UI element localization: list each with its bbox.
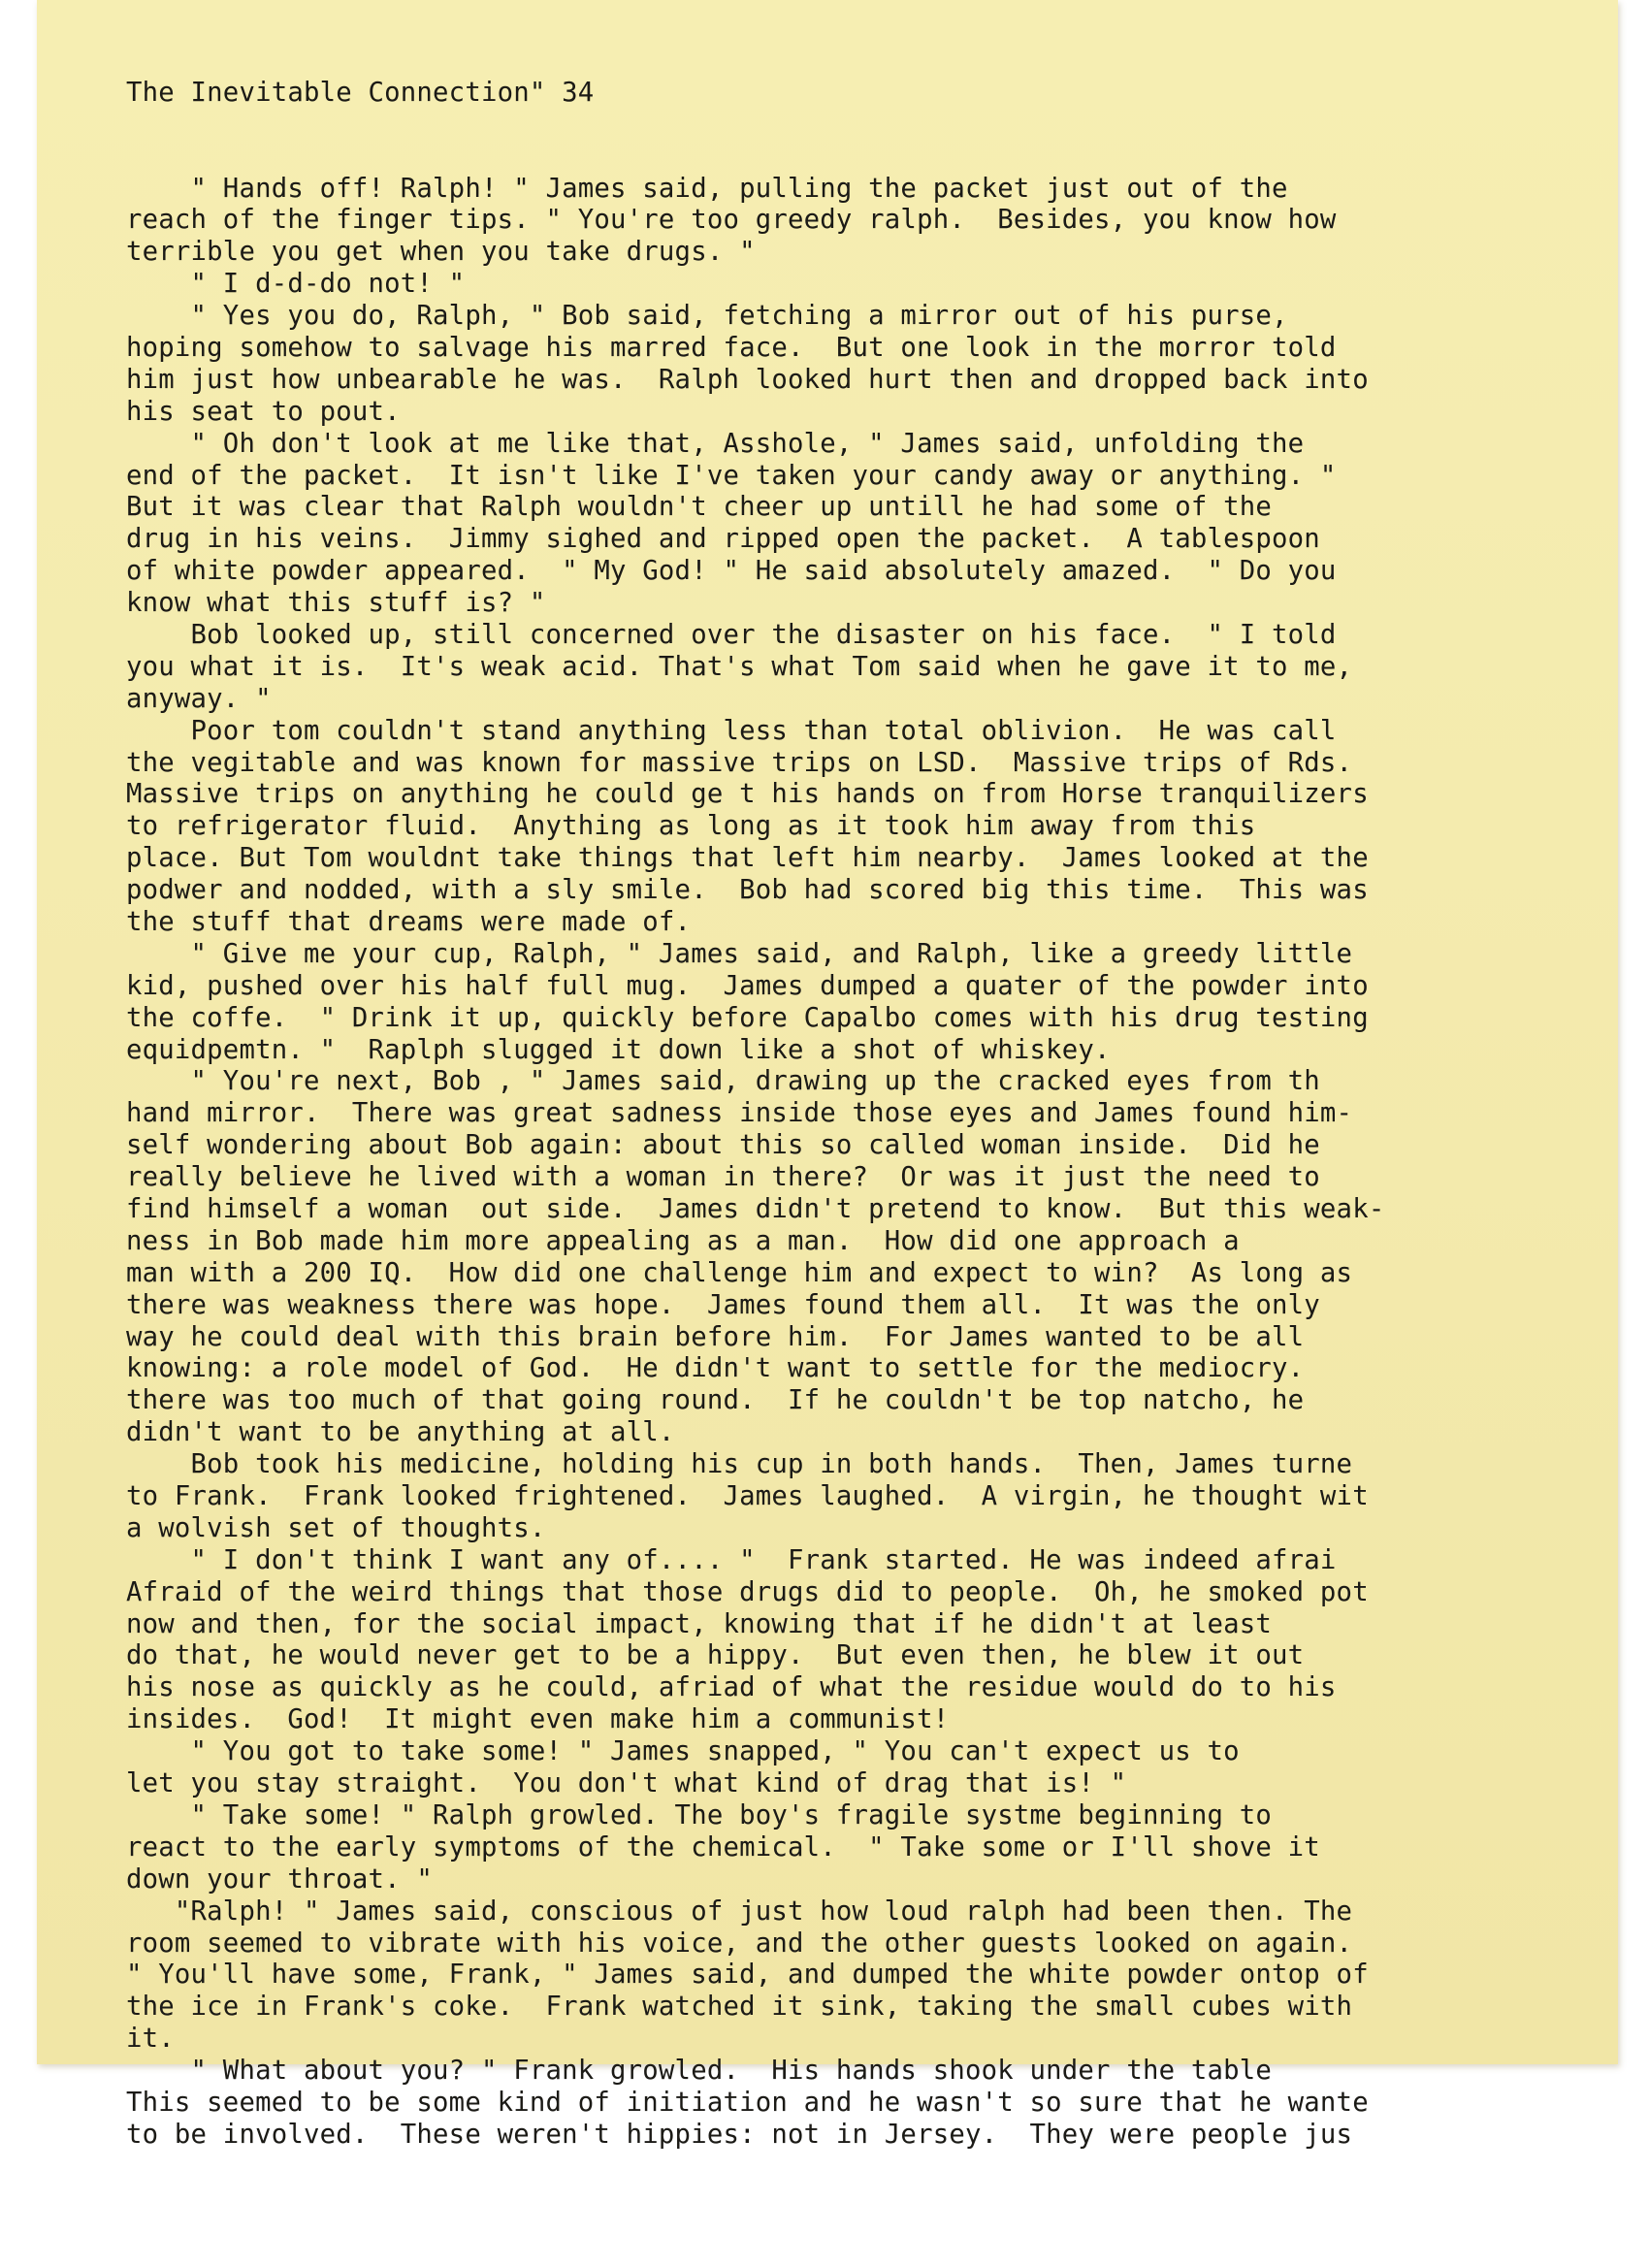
text-line: equidpemtn. " Raplph slugged it down like a shot of whiskey.: [126, 1034, 1111, 1065]
text-line: him just how unbearable he was. Ralph looked hurt then and dropped back into: [126, 364, 1369, 395]
text-line: now and then, for the social impact, knowing that if he didn't at least: [126, 1608, 1273, 1639]
text-line: " I don't think I want any of.... " Frank started. He was indeed afrai: [126, 1544, 1337, 1575]
text-line: Bob took his medicine, holding his cup in both hands. Then, James turne: [126, 1449, 1353, 1480]
text-line: the stuff that dreams were made of.: [126, 907, 692, 937]
text-line: " I d-d-do not! ": [126, 269, 466, 300]
text-line: react to the early symptoms of the chemical. " Take some or I'll shove it: [126, 1831, 1320, 1863]
text-line: terrible you get when you take drugs. ": [126, 237, 756, 268]
text-line: you what it is. It's weak acid. That's what Tom said when he gave it to me,: [126, 651, 1353, 682]
text-line: Massive trips on anything he could ge t his hands on from Horse tranquilizers: [126, 779, 1369, 810]
text-line: drug in his veins. Jimmy sighed and ripped open the packet. A tablespoon: [126, 524, 1320, 555]
text-line: end of the packet. It isn't like I've taken your candy away or anything. ": [126, 460, 1337, 491]
text-line: the ice in Frank's coke. Frank watched it sink, taking the small cubes with: [126, 1992, 1353, 2023]
text-line: his seat to pout.: [126, 396, 401, 427]
text-line: down your throat. ": [126, 1863, 434, 1895]
text-line: insides. God! It might even make him a communist!: [126, 1704, 950, 1735]
text-line: place. But Tom wouldnt take things that left him nearby. James looked at the: [126, 843, 1369, 874]
text-line: didn't want to be anything at all.: [126, 1417, 675, 1448]
text-line: way he could deal with this brain before him. For James wanted to be all: [126, 1321, 1305, 1352]
text-line: hand mirror. There was great sadness inside those eyes and James found him-: [126, 1098, 1353, 1129]
text-line: " What about you? " Frank growled. His hands shook under the table: [126, 2056, 1273, 2087]
text-line: reach of the finger tips. " You're too greedy ralph. Besides, you know how: [126, 205, 1337, 236]
text-line: " You're next, Bob , " James said, drawing up the cracked eyes from th: [126, 1066, 1320, 1097]
text-line: let you stay straight. You don't what kind of drag that is! ": [126, 1768, 1127, 1799]
text-line: Bob looked up, still concerned over the disaster on his face. " I told: [126, 619, 1337, 650]
text-line: anyway. ": [126, 683, 272, 714]
text-line: do that, he would never get to be a hippy. But even then, he blew it out: [126, 1640, 1305, 1671]
text-line: " Yes you do, Ralph, " Bob said, fetching a mirror out of his purse,: [126, 301, 1288, 332]
text-line: " You got to take some! " James snapped, " You can't expect us to: [126, 1736, 1240, 1767]
text-line: a wolvish set of thoughts.: [126, 1512, 546, 1543]
text-line: This seemed to be some kind of initiation and he wasn't so sure that he wante: [126, 2087, 1369, 2118]
text-line: to Frank. Frank looked frightened. James laughed. A virgin, he thought wit: [126, 1481, 1369, 1512]
text-line: room seemed to vibrate with his voice, and the other guests looked on again.: [126, 1928, 1353, 1959]
body-lines: [126, 174, 1610, 2152]
text-line: his nose as quickly as he could, afriad of what the residue would do to his: [126, 1672, 1337, 1703]
page-body: [126, 14, 1610, 2216]
text-line: the coffe. " Drink it up, quickly before Capalbo comes with his drug testing: [126, 1002, 1369, 1033]
text-line: " Take some! " Ralph growled. The boy's fragile systme beginning to: [126, 1799, 1273, 1831]
text-line: Poor tom couldn't stand anything less than total oblivion. He was call: [126, 715, 1337, 746]
text-line: of white powder appeared. " My God! " He said absolutely amazed. " Do you: [126, 556, 1337, 587]
text-line: But it was clear that Ralph wouldn't cheer up untill he had some of the: [126, 492, 1273, 523]
text-line: really believe he lived with a woman in there? Or was it just the need to: [126, 1162, 1320, 1193]
text-line: knowing: a role model of God. He didn't want to settle for the mediocry.: [126, 1353, 1305, 1384]
text-line: " Give me your cup, Ralph, " James said, and Ralph, like a greedy little: [126, 938, 1353, 969]
text-line: Afraid of the weird things that those drugs did to people. Oh, he smoked pot: [126, 1576, 1369, 1607]
text-line: hoping somehow to salvage his marred face. But one look in the morror told: [126, 332, 1337, 363]
text-line: to be involved. These weren't hippies: not in Jersey. They were people jus: [126, 2119, 1353, 2150]
text-line: the vegitable and was known for massive trips on LSD. Massive trips of Rds.: [126, 747, 1353, 778]
text-line: podwer and nodded, with a sly smile. Bob had scored big this time. This was: [126, 875, 1369, 906]
text-line: man with a 200 IQ. How did one challenge him and expect to win? As long as: [126, 1257, 1353, 1288]
text-line: to refrigerator fluid. Anything as long as it took him away from this: [126, 811, 1256, 842]
text-line: know what this stuff is? ": [126, 588, 546, 619]
text-line: " Oh don't look at me like that, Asshole, " James said, unfolding the: [126, 428, 1305, 459]
text-line: kid, pushed over his half full mug. James dumped a quater of the powder into: [126, 970, 1369, 1001]
page-header: The Inevitable Connection" 34: [126, 77, 595, 108]
text-line: "Ralph! " James said, conscious of just how loud ralph had been then. The: [126, 1895, 1353, 1927]
text-line: self wondering about Bob again: about this so called woman inside. Did he: [126, 1130, 1320, 1161]
text-line: " Hands off! Ralph! " James said, pulling the packet just out of the: [126, 173, 1288, 204]
text-line: " You'll have some, Frank, " James said, and dumped the white powder ontop of: [126, 1960, 1369, 1991]
text-line: there was too much of that going round. If he couldn't be top natcho, he: [126, 1385, 1305, 1416]
text-line: ness in Bob made him more appealing as a man. How did one approach a: [126, 1225, 1240, 1256]
typewritten-page: [37, 0, 1618, 2150]
text-line: find himself a woman out side. James didn't pretend to know. But this weak-: [126, 1194, 1385, 1225]
text-line: there was weakness there was hope. James found them all. It was the only: [126, 1289, 1320, 1320]
text-line: it.: [126, 2024, 175, 2055]
